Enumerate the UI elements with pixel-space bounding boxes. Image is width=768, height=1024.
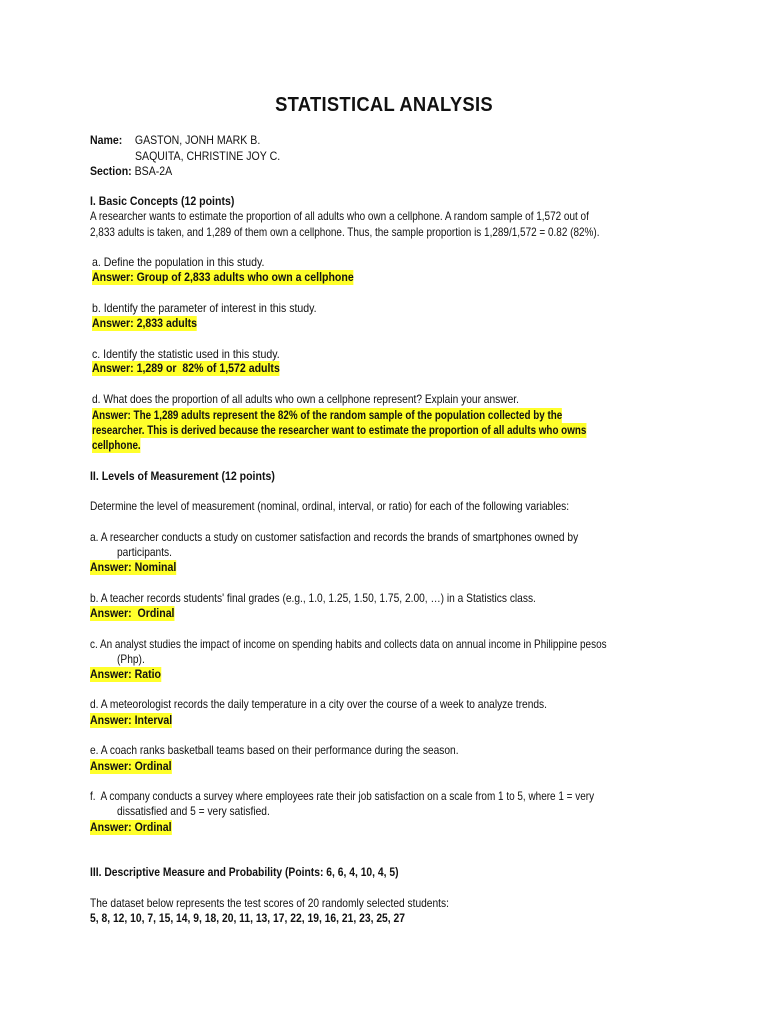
part2-answer-b: Answer: Ordinal: [90, 606, 175, 620]
part1-question-b: b. Identify the parameter of interest in this study.: [92, 301, 317, 315]
name-label: Name:: [90, 133, 123, 147]
page-title: STATISTICAL ANALYSIS: [275, 94, 493, 116]
part2-answer-d: Answer: Interval: [90, 713, 173, 727]
part2-answer-c: Answer: Ratio: [90, 667, 162, 681]
part2-answer-a: Answer: Nominal: [90, 560, 177, 574]
part2-heading: II. Levels of Measurement (12 points): [90, 469, 275, 483]
part2-question-c-line1: c. An analyst studies the impact of income on spending habits and collects data on annual income in Philippine pesos: [90, 637, 607, 651]
part1-question-a: a. Define the population in this study.: [92, 255, 265, 269]
part1-answer-c: Answer: 1,289 or 82% of 1,572 adults: [92, 361, 280, 375]
part1-heading: I. Basic Concepts (12 points): [90, 194, 235, 208]
part1-intro-line1: A researcher wants to estimate the proportion of all adults who own a cellphone. A random sample of 1,572 out of: [90, 209, 589, 223]
section-value: BSA-2A: [134, 164, 173, 178]
name-value-1: GASTON, JONH MARK B.: [134, 133, 261, 147]
part1-answer-b: Answer: 2,833 adults: [92, 316, 198, 330]
part1-answer-d-line1: Answer: The 1,289 adults represent the 82% of the random sample of the population collected by the: [92, 408, 563, 422]
part3-heading: III. Descriptive Measure and Probability (Points: 6, 6, 4, 10, 4, 5): [90, 865, 399, 879]
name-value-2: SAQUITA, CHRISTINE JOY C.: [135, 149, 281, 163]
part2-question-a-line1: a. A researcher conducts a study on customer satisfaction and records the brands of smartphones owned by: [90, 530, 579, 544]
part2-question-f-line2: dissatisfied and 5 = very satisfied.: [117, 804, 270, 818]
name-row: [90, 133, 283, 148]
part2-question-d: d. A meteorologist records the daily temperature in a city over the course of a week to analyze trends.: [90, 697, 547, 711]
part2-question-e: e. A coach ranks basketball teams based on their performance during the season.: [90, 743, 459, 757]
part1-question-c: c. Identify the statistic used in this study.: [92, 347, 280, 361]
part1-answer-a: Answer: Group of 2,833 adults who own a cellphone: [92, 270, 354, 284]
section-row: [90, 164, 183, 179]
part2-question-f-line1: f. A company conducts a survey where employees rate their job satisfaction on a scale from 1 to 5, where 1 = very: [90, 789, 595, 803]
part1-answer-d-line2: researcher. This is derived because the researcher want to estimate the proportion of all adults who owns: [92, 423, 587, 437]
part1-intro-line2: 2,833 adults is taken, and 1,289 of them own a cellphone. Thus, the sample proportion is 1,289/1,572 = 0.82 (82%).: [90, 225, 600, 239]
part2-instruction: Determine the level of measurement (nominal, ordinal, interval, or ratio) for each of the following variables:: [90, 499, 570, 513]
part2-question-c-line2: (Php).: [117, 652, 145, 666]
part2-answer-e: Answer: Ordinal: [90, 759, 172, 773]
part2-question-b: b. A teacher records students' final grades (e.g., 1.0, 1.25, 1.50, 1.75, 2.00, …) in a Statistics class.: [90, 591, 536, 605]
part1-answer-d-line3: cellphone.: [92, 438, 141, 452]
name-row-2: [135, 149, 300, 164]
part3-dataset: 5, 8, 12, 10, 7, 15, 14, 9, 18, 20, 11, 13, 17, 22, 19, 16, 21, 23, 25, 27: [90, 911, 406, 925]
section-label: Section:: [90, 164, 132, 178]
part1-question-d: d. What does the proportion of all adults who own a cellphone represent? Explain your answer.: [92, 392, 519, 406]
part3-intro: The dataset below represents the test scores of 20 randomly selected students:: [90, 896, 449, 910]
part2-answer-f: Answer: Ordinal: [90, 820, 172, 834]
part2-question-a-line2: participants.: [117, 545, 172, 559]
